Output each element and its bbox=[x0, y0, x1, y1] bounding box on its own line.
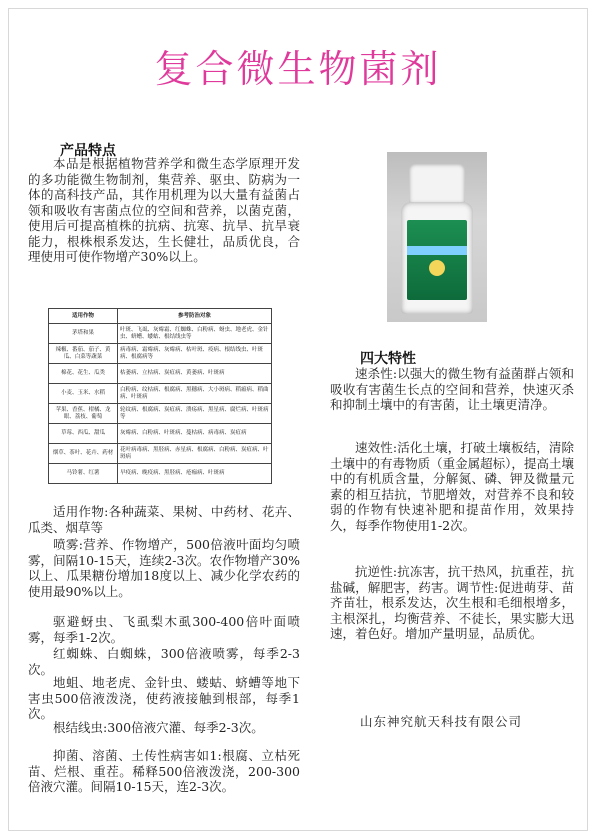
table-row bbox=[49, 444, 272, 464]
table-row bbox=[49, 404, 272, 424]
table-cell-target: 轮纹病、根腐病、炭疽病、溃疡病、黑星病、腐烂病、叶斑病等 bbox=[118, 404, 272, 424]
table-cell-crop: 茅塔和果 bbox=[49, 324, 118, 344]
table-row bbox=[49, 344, 272, 364]
product-features-heading: 产品特点 bbox=[60, 143, 116, 159]
table-cell-target: 花叶病毒病、黑胫病、赤星病、根腐病、白粉病、炭疽病、叶斑病 bbox=[118, 444, 272, 464]
feature-resistance-regulation: 抗逆性:抗冻害，抗干热风，抗重茬，抗盐碱，解肥害，药害。调节性:促进萌芽、苗齐苗壮，根系发达，次生根和毛细根增多，主根深扎，均衡营养、不徒长，果实膨大迅速，着色好。增加产量明显，品质优。 bbox=[330, 564, 574, 641]
bottle-cap bbox=[409, 164, 465, 204]
crop-reference-table bbox=[48, 308, 272, 484]
table-cell-crop: 马铃薯、红薯 bbox=[49, 464, 118, 484]
table-cell-target: 病毒病、霜霉病、灰霉病、枯叶斑、疫病、根结线虫、叶斑病、根腐病等 bbox=[118, 344, 272, 364]
bottle-label bbox=[407, 220, 467, 300]
usage-aphids: 驱避蚜虫、飞虱梨木虱300-400倍叶面喷雾，每季1-2次。 bbox=[28, 614, 300, 645]
feature-fast-kill: 速杀性:以强大的微生物有益菌群占领和吸收有害菌生长点的空间和营养，快速灭杀和抑制土壤中的有害菌，让土壤更清净。 bbox=[330, 366, 574, 412]
table-cell-crop: 烟草、茶叶、花卉、药材 bbox=[49, 444, 118, 464]
bottle-body bbox=[401, 202, 473, 314]
table-cell-target: 早疫病、晚疫病、黑胫病、疮痂病、叶斑病 bbox=[118, 464, 272, 484]
table-row bbox=[49, 464, 272, 484]
page-title: 复合微生物菌剂 bbox=[154, 47, 442, 91]
table-cell-crop: 棉花、花生、瓜类 bbox=[49, 364, 118, 384]
table-header-target: 参考防治对象 bbox=[118, 309, 272, 324]
usage-nematodes: 根结线虫:300倍液穴灌、每季2-3次。 bbox=[53, 720, 264, 735]
product-bottle-photo bbox=[387, 152, 487, 322]
table-row bbox=[49, 424, 272, 444]
usage-crops: 适用作物:各种蔬菜、果树、中药材、花卉、瓜类、烟草等 bbox=[28, 504, 300, 535]
table-cell-target: 叶斑、飞虱、灰霉霜、红蜘蛛、白粉病、蚜虫、地老虎、金针虫、蛴螬、蝼蛄、根结线虫等 bbox=[118, 324, 272, 344]
table-row bbox=[49, 364, 272, 384]
table-header-row bbox=[49, 309, 272, 324]
table-cell-target: 枯萎病、立枯病、炭疽病、黄萎病、叶斑病 bbox=[118, 364, 272, 384]
table-cell-crop: 草莓、西瓜、甜瓜 bbox=[49, 424, 118, 444]
usage-underground-pests: 地蛆、地老虎、金针虫、蝼蛄、蛴螬等地下害虫500倍液泼浇，使药液接触到根部，每季1次。 bbox=[28, 675, 300, 721]
company-name: 山东神究航天科技有限公司 bbox=[360, 714, 523, 729]
usage-spider-mites: 红蜘蛛、白蜘蛛，300倍液喷雾，每季2-3次。 bbox=[28, 646, 300, 677]
table-cell-target: 白粉病、纹枯病、根腐病、黑穗病、大小斑病、稻瘟病、稻曲病、叶斑病 bbox=[118, 384, 272, 404]
table-cell-target: 灰霉病、白粉病、叶斑病、蔓枯病、病毒病、炭疽病 bbox=[118, 424, 272, 444]
table-cell-crop: 小麦、玉米、水稻 bbox=[49, 384, 118, 404]
feature-fast-effect: 速效性:活化土壤，打破土壤板结，清除土壤中的有毒物质（重金属超标），提高土壤中的有机质含量，分解氮、磷、钾及微量元素的相互拮抗，节肥增效，对营养不良和较弱的作物有快速补肥和提苗作用，效果持久，每季作物使用1-2次。 bbox=[330, 440, 574, 533]
table-header-crop: 适用作物 bbox=[49, 309, 118, 324]
four-features-heading: 四大特性 bbox=[360, 351, 416, 367]
table-row bbox=[49, 324, 272, 344]
table-cell-crop: 苹果、香蕉、柑橘、龙眼、荔枝、葡萄 bbox=[49, 404, 118, 424]
usage-spray: 喷雾:营养、作物增产，500倍液叶面均匀喷雾，间隔10-15天，连续2-3次。农作物增产30%以上、瓜果糖份增加18度以上、减少化学农药的使用最90%以上。 bbox=[28, 537, 300, 599]
table-row bbox=[49, 384, 272, 404]
bottle-label-band bbox=[407, 246, 467, 255]
usage-soil-disease: 抑菌、溶菌、土传性病害如1:根腐、立枯死苗、烂根、重茬。稀释500倍液泼浇，200-300倍液穴灌。间隔10-15天，连2-3次。 bbox=[28, 748, 300, 794]
table-cell-crop: 辣椒、番茄、茄子、黄瓜、白菜等蔬菜 bbox=[49, 344, 118, 364]
bottle-label-emblem bbox=[429, 260, 445, 276]
product-features-body: 本品是根据植物营养学和微生态学原理开发的多功能微生物制剂，集营养、驱虫、防病为一体的高科技产品，其作用机理为以大量有益菌占领和吸收有害菌点位的空间和营养，以菌克菌，使用后可提高植株的抗病、抗寒、抗旱、抗旱衰能力，根株根系发达，生长健壮，品质优良，合理使用可使作物增产30%以上。 bbox=[28, 156, 300, 264]
